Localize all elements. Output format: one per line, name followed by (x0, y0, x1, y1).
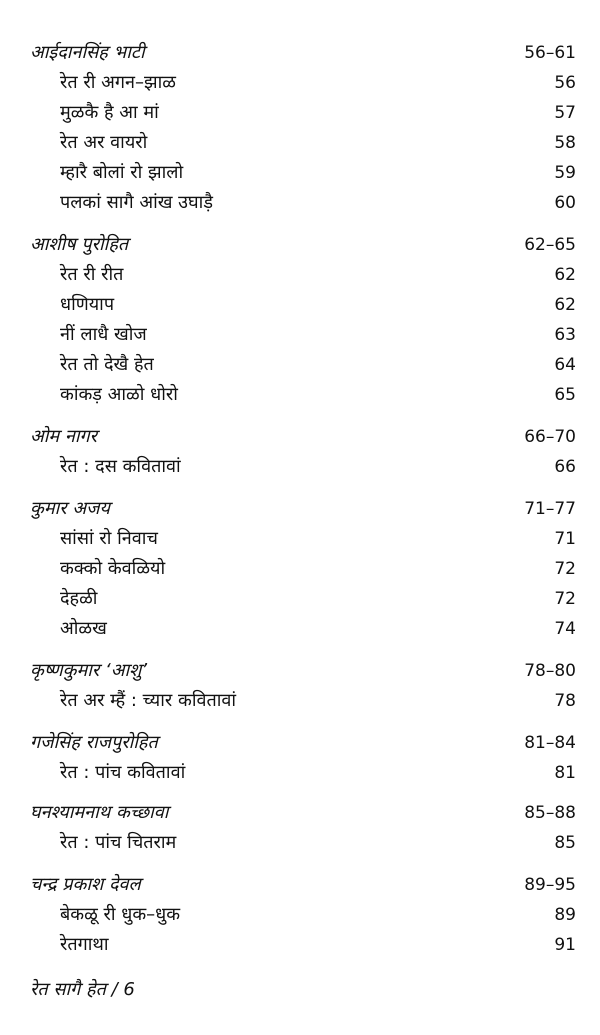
page-range: 66–70 (524, 427, 576, 447)
toc-entry (0, 758, 600, 788)
toc-entry (0, 128, 600, 158)
entry-page: 81 (554, 763, 576, 783)
toc-entry (0, 828, 600, 858)
page-range: 81–84 (524, 733, 576, 753)
toc-entry (0, 584, 600, 614)
entry-title: रेत अर वायरो (60, 132, 148, 153)
toc-entry (0, 320, 600, 350)
entry-page: 71 (554, 529, 576, 549)
entry-page: 78 (554, 691, 576, 711)
toc-entry (0, 900, 600, 930)
toc-section-header (0, 230, 600, 260)
entry-title: ओळख (60, 618, 107, 639)
entry-page: 64 (554, 355, 576, 375)
toc-entry (0, 614, 600, 644)
entry-page: 89 (554, 905, 576, 925)
entry-page: 74 (554, 619, 576, 639)
entry-title: रेत री रीत (60, 264, 124, 285)
entry-title: बेकळू री धुक–धुक (60, 904, 181, 925)
toc-entry (0, 68, 600, 98)
toc-section-header (0, 422, 600, 452)
toc-entry (0, 554, 600, 584)
entry-title: रेतगाथा (60, 934, 109, 955)
author-name: घनश्यामनाथ कच्छावा (30, 802, 169, 823)
toc-entry (0, 260, 600, 290)
page-range: 89–95 (524, 875, 576, 895)
toc-entry (0, 452, 600, 482)
toc-entry (0, 290, 600, 320)
toc-entry (0, 686, 600, 716)
toc-entry (0, 380, 600, 410)
entry-page: 60 (554, 193, 576, 213)
toc-entry (0, 930, 600, 960)
page-range: 71–77 (524, 499, 576, 519)
author-name: आशीष पुरोहित (30, 234, 129, 255)
toc-entry (0, 524, 600, 554)
author-name: कृष्णकुमार ‘आशु’ (30, 660, 148, 681)
page-range: 62–65 (524, 235, 576, 255)
entry-title: धणियाप (60, 294, 115, 315)
toc-section-header (0, 38, 600, 68)
entry-title: रेत री अगन–झाळ (60, 72, 176, 93)
entry-page: 85 (554, 833, 576, 853)
page-footer: रेत सागै हेत / 6 (30, 979, 135, 1000)
entry-page: 72 (554, 589, 576, 609)
toc-entry (0, 188, 600, 218)
author-name: गजेसिंह राजपुरोहित (30, 732, 158, 753)
page-range: 56–61 (524, 43, 576, 63)
author-name: ओम नागर (30, 426, 98, 447)
entry-title: कांकड़ आळो धोरो (60, 384, 178, 405)
entry-title: मुळकै है आ मां (60, 102, 159, 123)
entry-title: रेत : पांच कवितावां (60, 762, 186, 783)
entry-title: कक्को केवळियो (60, 558, 166, 579)
entry-title: रेत : दस कवितावां (60, 456, 181, 477)
entry-title: नीं लाधै खोज (60, 324, 147, 345)
entry-page: 59 (554, 163, 576, 183)
entry-page: 63 (554, 325, 576, 345)
toc-section-header (0, 798, 600, 828)
entry-title: पलकां सागै आंख उघाड़ै (60, 192, 213, 213)
entry-page: 56 (554, 73, 576, 93)
toc-entry (0, 158, 600, 188)
entry-page: 58 (554, 133, 576, 153)
author-name: आईदानसिंह भाटी (30, 42, 145, 63)
page-range: 85–88 (524, 803, 576, 823)
entry-page: 72 (554, 559, 576, 579)
entry-title: रेत : पांच चितराम (60, 832, 177, 853)
entry-title: रेत तो देखै हेत (60, 354, 154, 375)
entry-page: 62 (554, 295, 576, 315)
entry-page: 57 (554, 103, 576, 123)
toc-section-header (0, 728, 600, 758)
toc-section-header (0, 870, 600, 900)
toc-section-header (0, 656, 600, 686)
author-name: कुमार अजय (30, 498, 110, 519)
page-range: 78–80 (524, 661, 576, 681)
entry-title: सांसां रो निवाच (60, 528, 158, 549)
toc-entry (0, 350, 600, 380)
entry-page: 65 (554, 385, 576, 405)
entry-page: 62 (554, 265, 576, 285)
entry-page: 66 (554, 457, 576, 477)
entry-title: रेत अर म्हैं : च्यार कवितावां (60, 690, 237, 711)
entry-title: म्हारै बोलां रो झालो (60, 162, 184, 183)
entry-title: देहळी (60, 588, 98, 609)
toc-entry (0, 98, 600, 128)
entry-page: 91 (554, 935, 576, 955)
author-name: चन्द्र प्रकाश देवल (30, 874, 141, 895)
toc-section-header (0, 494, 600, 524)
